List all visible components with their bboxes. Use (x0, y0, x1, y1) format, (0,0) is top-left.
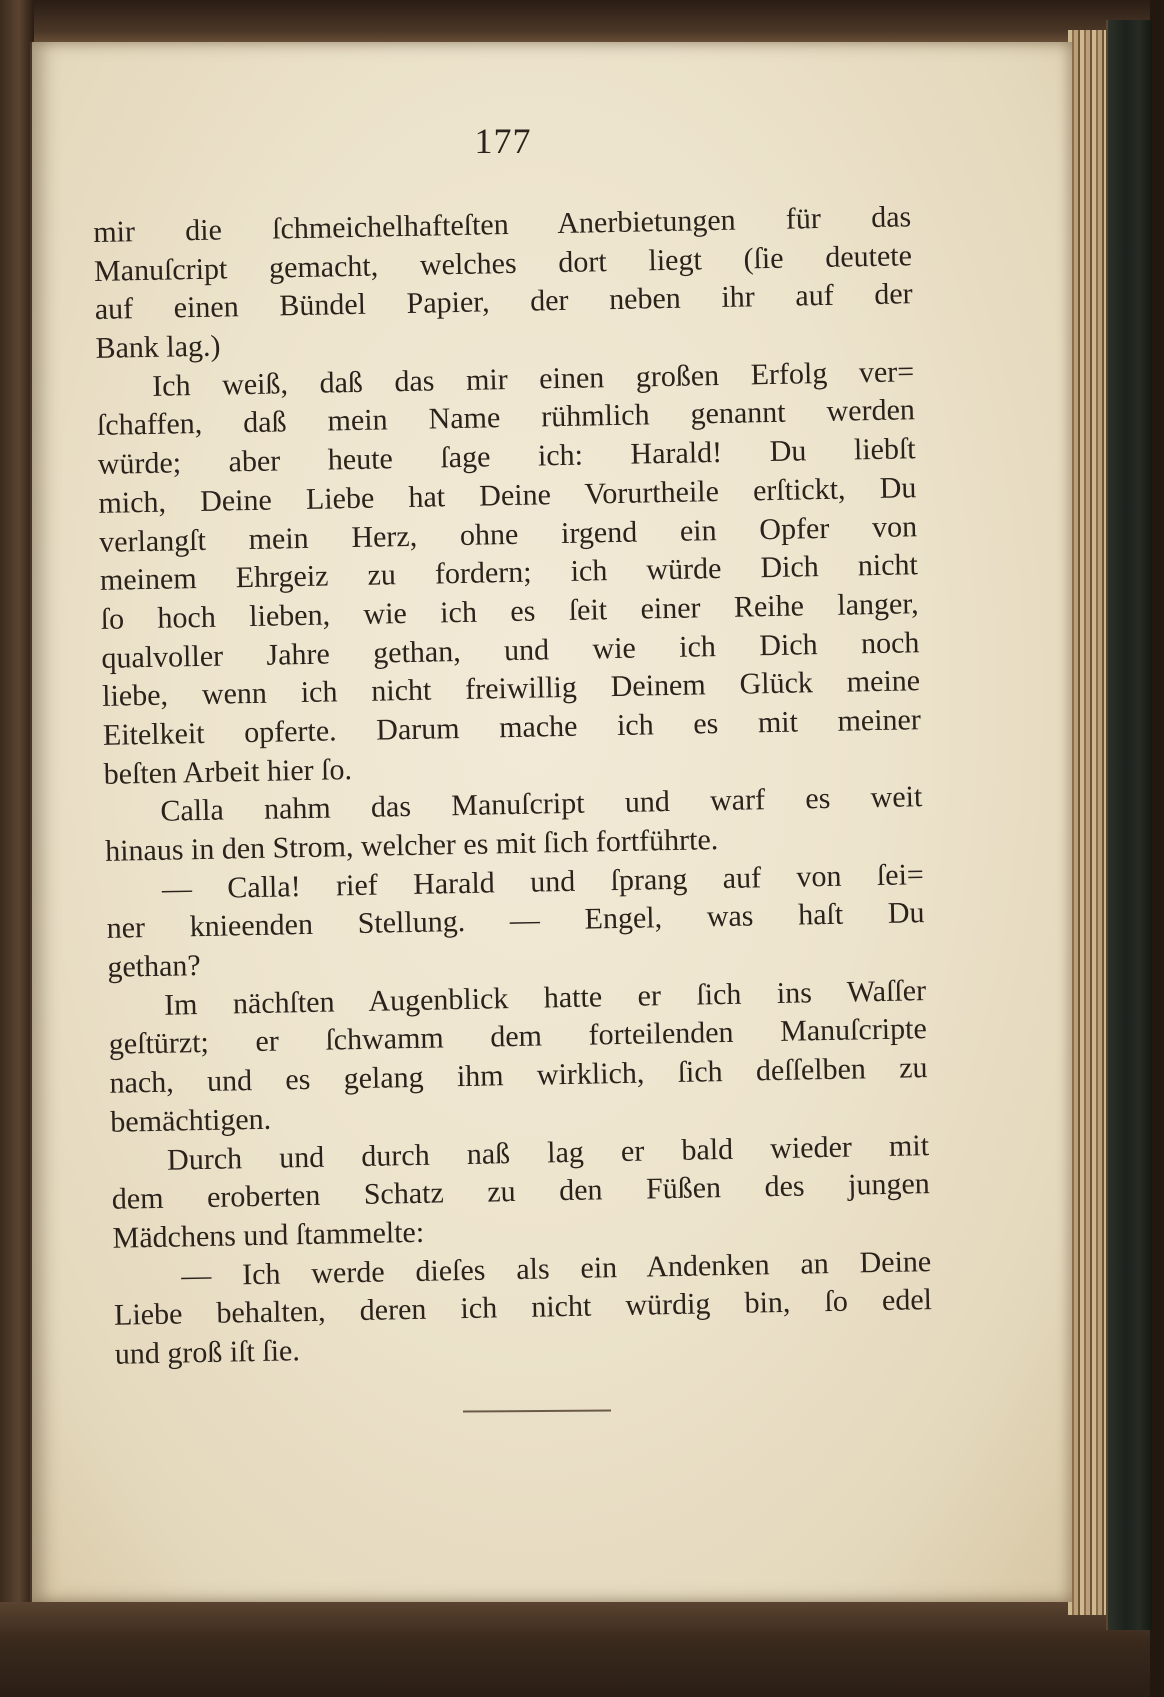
text-line: — Ich werde dieſes als ein Andenken an Deine (181, 1244, 932, 1293)
book-cover (1106, 20, 1152, 1630)
text-line: Durch und durch naß lag er bald wieder mit (166, 1128, 930, 1177)
text-line: Mädchens und ſtammelte: (112, 1215, 425, 1255)
text-line: ſo hoch lieben, wie ich es ſeit einer Reihe langer, (100, 587, 919, 636)
text-line: beſten Arbeit hier ſo. (103, 752, 353, 791)
scan-bottom-edge (0, 1602, 1164, 1697)
paragraph (93, 198, 914, 368)
text-block (93, 198, 933, 1374)
text-line: dem eroberten Schatz zu den Füßen des jungen (111, 1167, 931, 1216)
text-line: — Calla! rief Harald und ſprang auf von ſei= (161, 857, 925, 906)
text-line: Calla nahm das Manuſcript und warf es weit (160, 780, 923, 829)
paragraph (96, 353, 922, 794)
paragraph (113, 1243, 933, 1375)
text-line: ſchaffen, daß mein Name rühmlich genannt werden (96, 393, 916, 443)
page-number: 177 (474, 121, 532, 161)
text-line: Eitelkeit opferte. Darum mache ich es mit meiner (102, 703, 922, 752)
text-line: mir die ſchmeichelhafteſten Anerbietungen für das (92, 200, 912, 249)
text-line: hinaus in den Strom, welcher es mit ſich fortführte. (104, 823, 719, 868)
text-line: und groß iſt ſie. (114, 1334, 301, 1371)
text-line: meinem Ehrgeiz zu fordern; ich würde Dich nicht (99, 548, 919, 598)
text-line: gethan? (107, 949, 201, 984)
text-line: auf einen Bündel Papier, der neben ihr auf der (94, 277, 913, 327)
text-line: ner knieenden Stellung. — Engel, was haſt Du (106, 896, 925, 946)
text-line: verlangſt mein Herz, ohne irgend ein Opfer von (98, 509, 918, 559)
text-line: liebe, wenn ich nicht freiwillig Deinem Glück meine (101, 664, 921, 714)
text-line: mich, Deine Liebe hat Deine Vorurtheile erſtickt, Du (98, 471, 917, 520)
paragraph (111, 1127, 931, 1259)
text-line: qualvoller Jahre gethan, und wie ich Dich noch (101, 625, 920, 675)
text-line: Im nächſten Augenblick hatte er ſich ins Waſſer (163, 973, 927, 1022)
page-edges (1068, 30, 1108, 1615)
text-line: Liebe behalten, deren ich nicht würdig bin, ſo edel (113, 1283, 933, 1333)
text-line: geſtürzt; er ſchwamm dem forteilenden Manuſcripte (108, 1012, 928, 1062)
text-line: nach, und es gelang ihm wirklich, ſich deſſelben zu (109, 1051, 928, 1100)
text-line: Manuſcript gemacht, welches dort liegt (ſie deutete (93, 238, 913, 288)
paragraph (108, 972, 929, 1142)
text-line: würde; aber heute ſage ich: Harald! Du liebſt (97, 432, 916, 482)
paragraph (106, 856, 926, 988)
text-line: Bank lag.) (95, 329, 221, 365)
scan-right-edge (1150, 0, 1164, 1697)
text-line: Ich weiß, daß das mir einen großen Erfolg ver= (151, 354, 915, 403)
text-line: bemächtigen. (110, 1102, 272, 1139)
book-spine-edge (0, 0, 34, 1697)
scan-top-edge (0, 0, 1164, 44)
